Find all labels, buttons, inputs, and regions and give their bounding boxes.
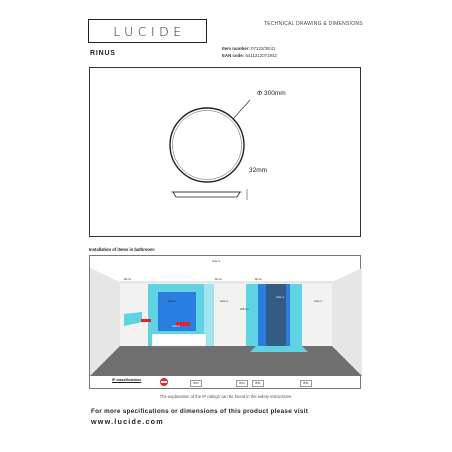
product-name: RINUS: [90, 50, 116, 57]
ip-classifications-title: IP classifications: [112, 378, 142, 382]
zone-2-label-bath: zone 2: [220, 300, 228, 303]
shower-tray-zone: [250, 346, 308, 352]
item-number-line: [222, 46, 275, 51]
bathroom-diagram-frame: [89, 255, 361, 389]
safety-note: The explanation of the IP ratings can be found in the safety instructions.: [159, 394, 293, 399]
lamp-inner-ring: [173, 111, 242, 180]
height-label: 32mm: [249, 167, 268, 174]
shower-zone-2-left: [246, 284, 258, 346]
brand-name: LUCIDE: [113, 23, 186, 39]
floor: [90, 346, 362, 376]
washbasin-marker: [141, 319, 151, 322]
website-link[interactable]: www.lucide.com: [91, 417, 164, 426]
zone-0-label: zone 0: [172, 325, 180, 328]
ip-badge-2: IPX4: [236, 380, 248, 387]
zone-2-label-shower: zone 2: [314, 300, 322, 303]
bathroom-diagram: [90, 256, 362, 390]
measure-225: 225 cm: [240, 308, 249, 311]
zone-3-label-top: zone 3: [212, 260, 220, 263]
lucide-logo: [88, 19, 207, 43]
ip-badge-3: IPX1: [252, 380, 264, 387]
ean-value: 5411212071842: [245, 53, 277, 58]
ip-badge-4: IPX1: [300, 380, 312, 387]
measure-60-mid: 60 cm: [215, 278, 223, 281]
bathroom-title: Installation of items in bathroom:: [89, 247, 156, 252]
shower-glass: [266, 284, 286, 346]
document-type: TECHNICAL DRAWING & DIMENSIONS: [264, 21, 363, 27]
zone-1-label-shower: zone 1: [276, 296, 284, 299]
item-number-value: 07122/30/41: [251, 46, 276, 51]
specs-text: For more specifications or dimensions of this product please visit: [91, 408, 309, 415]
measure-60-right: 60 cm: [255, 278, 263, 281]
diameter-label: Φ 300mm: [257, 90, 286, 97]
shower-zone-2-right: [290, 284, 302, 346]
lamp-top-view: [170, 108, 244, 182]
technical-drawing: [90, 68, 362, 238]
item-number-label: Item number:: [222, 46, 250, 51]
ean-label: EAN code:: [222, 53, 245, 58]
ip-badge-1: IPX4: [190, 380, 202, 387]
diameter-leader-line: [233, 100, 250, 119]
measure-60-left: 60 cm: [124, 278, 132, 281]
ean-line: [222, 53, 277, 58]
no-entry-bar: [161, 381, 167, 383]
lamp-side-view: [173, 192, 240, 197]
bathtub: [152, 334, 206, 346]
zone-1-label-bath: zone 1: [168, 300, 176, 303]
technical-drawing-frame: [89, 67, 361, 237]
